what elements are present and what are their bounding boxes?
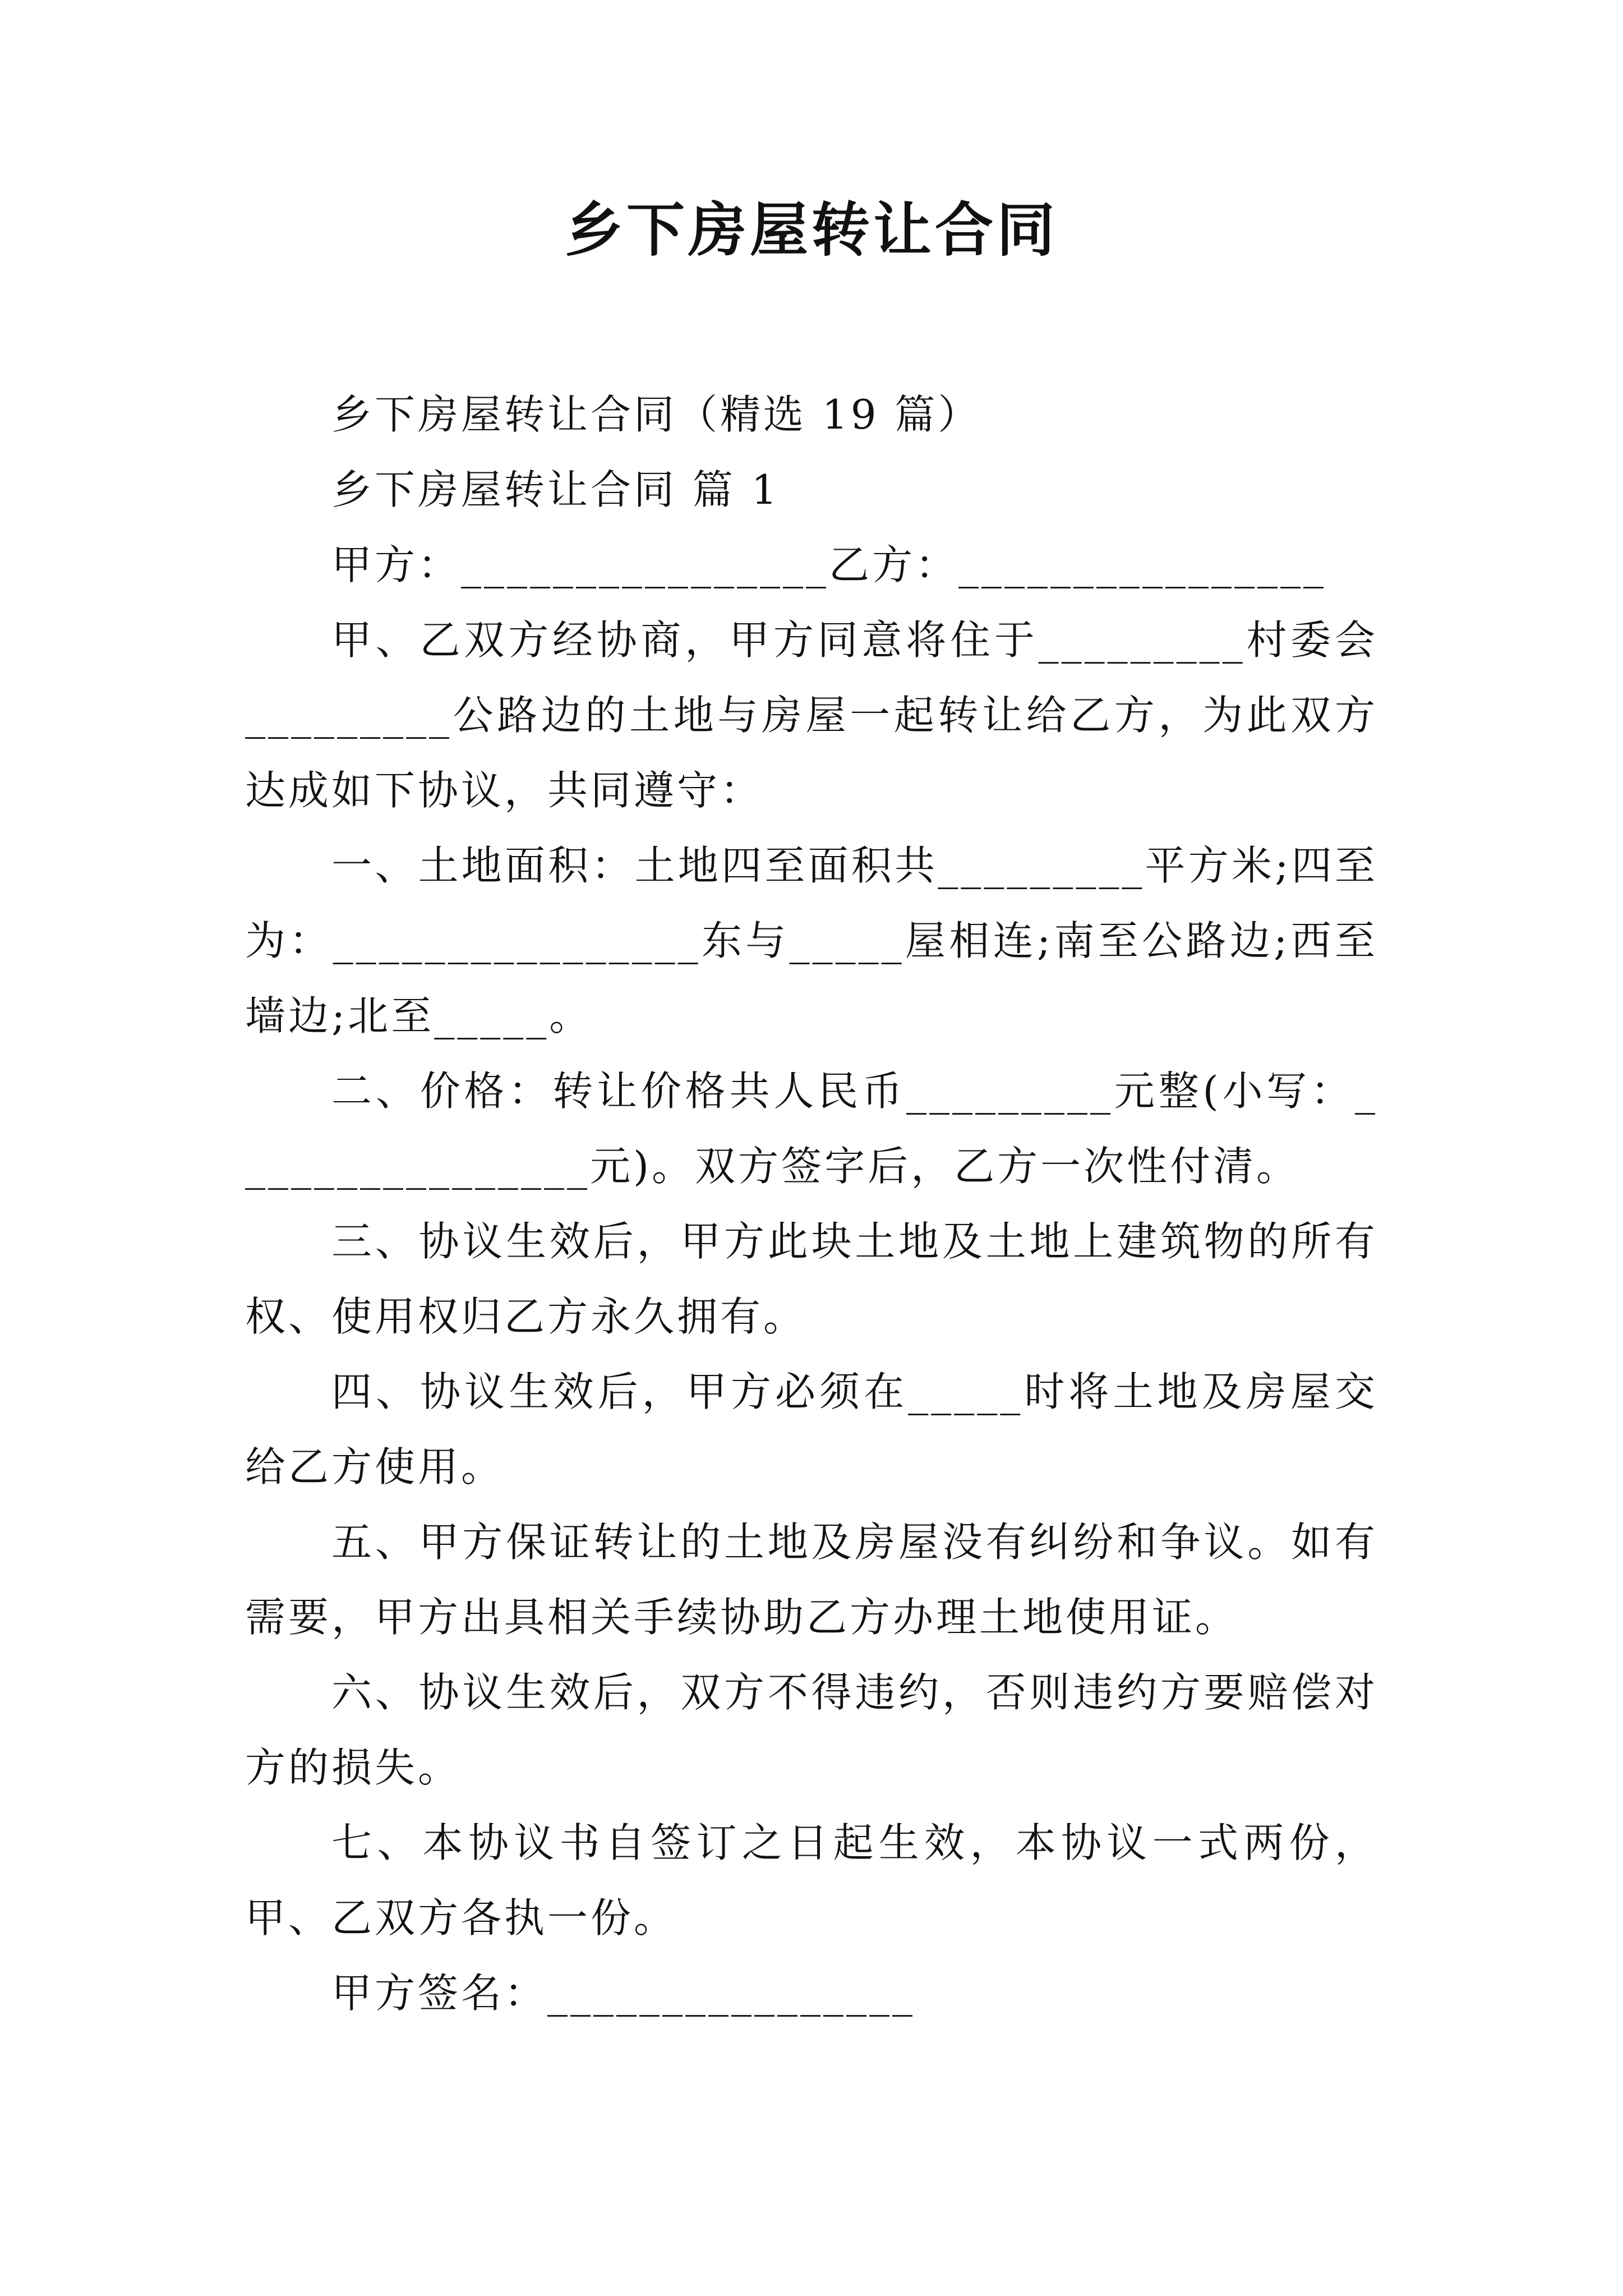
paragraph-clause-3: 三、协议生效后，甲方此块土地及土地上建筑物的所有权、使用权归乙方永久拥有。 (245, 1218, 1378, 1340)
paragraph-clause-6: 六、协议生效后，双方不得违约，否则违约方要赔偿对方的损失。 (245, 1669, 1378, 1791)
document-title: 乡下房屋转让合同 (564, 195, 1058, 264)
paragraph-parties: 甲方：________________乙方：________________ (331, 541, 1327, 588)
paragraph-clause-2: 二、价格：转让价格共人民币_________元整(小写：________________元)。双方签字后，乙方一次性付清。 (245, 1068, 1378, 1190)
paragraph-clause-7: 七、本协议书自签订之日起生效，本协议一式两份，甲、乙双方各执一份。 (245, 1819, 1378, 1941)
paragraph-signature-a: 甲方签名：________________ (331, 1970, 916, 2017)
document-body (245, 377, 1378, 2031)
paragraph-section-heading: 乡下房屋转让合同 篇 1 (331, 466, 780, 513)
paragraph-clause-1: 一、土地面积：土地四至面积共_________平方米;四至为：________________东与_____屋相连;南至公路边;西至墙边;北至_____。 (245, 842, 1378, 1039)
paragraph-subtitle: 乡下房屋转让合同（精选 19 篇） (331, 391, 981, 438)
paragraph-clause-4: 四、协议生效后，甲方必须在_____时将土地及房屋交给乙方使用。 (245, 1368, 1378, 1490)
paragraph-clause-5: 五、甲方保证转让的土地及房屋没有纠纷和争议。如有需要，甲方出具相关手续协助乙方办理土地使用证。 (245, 1519, 1378, 1641)
paragraph-preamble: 甲、乙双方经协商，甲方同意将住于_________村委会_________公路边的土地与房屋一起转让给乙方，为此双方达成如下协议，共同遵守： (245, 616, 1378, 814)
